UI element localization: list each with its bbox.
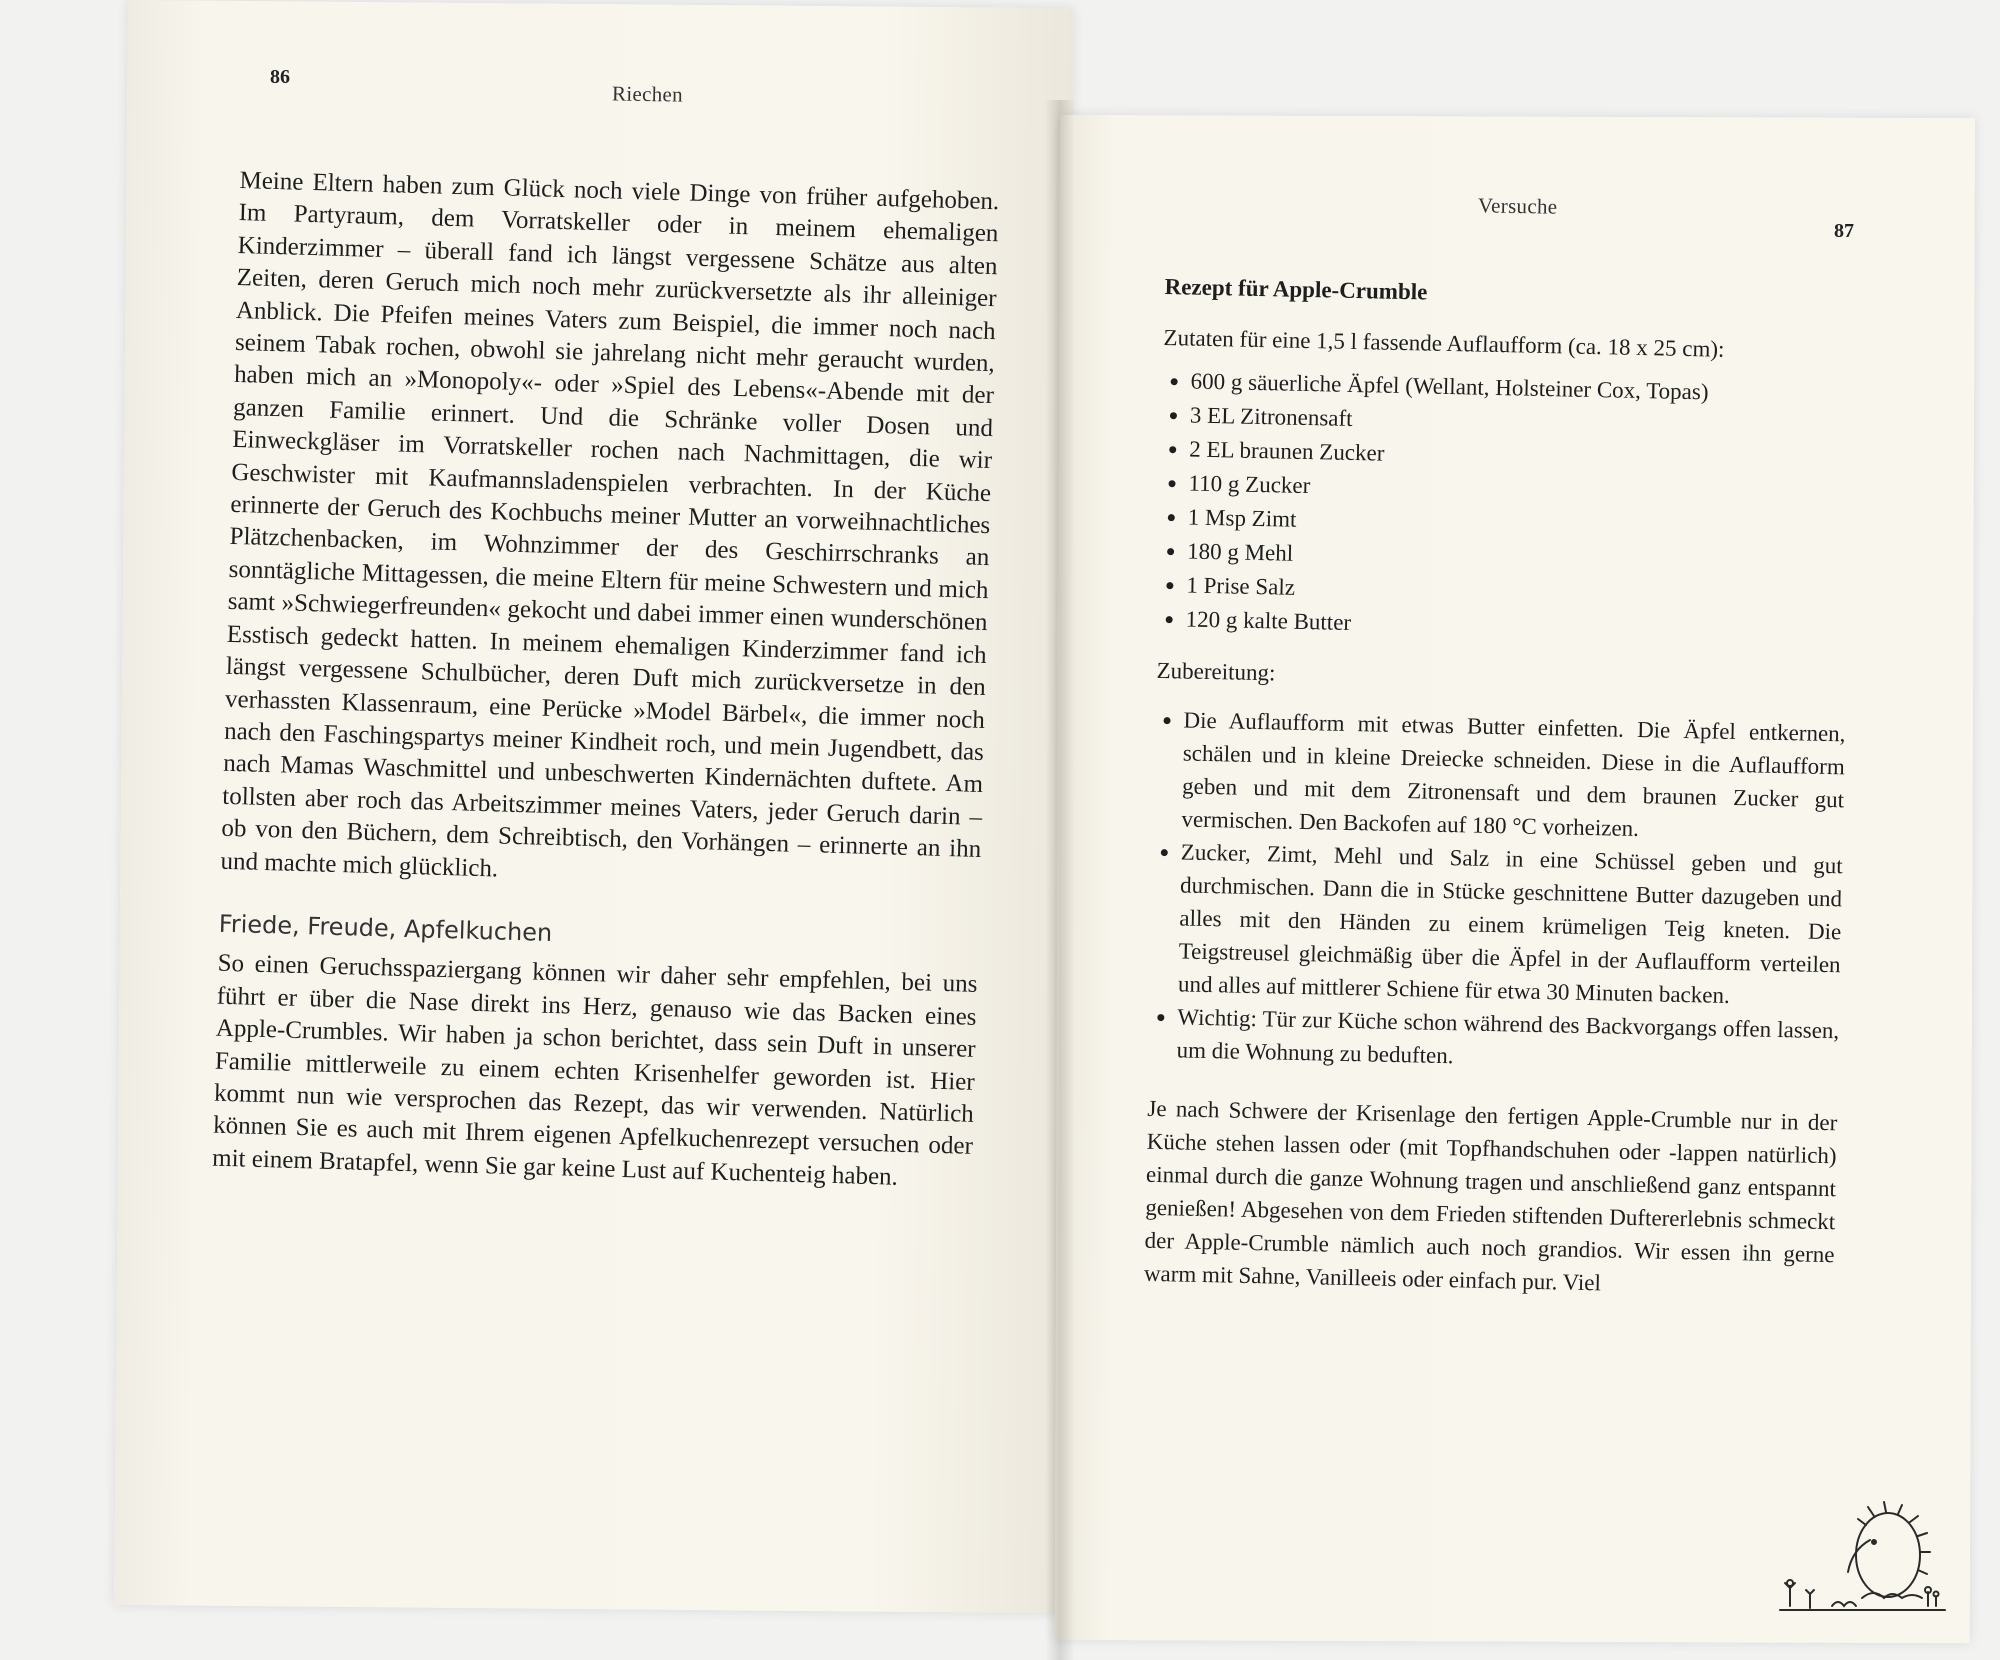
ingredient-item: • 120 g kalte Butter [1185,603,1848,651]
ingredients-intro: Zutaten für eine 1,5 l fassende Auflaufform (ca. 18 x 25 cm): [1163,324,1725,362]
ingredient-item: • 2 EL braunen Zucker [1189,433,1852,481]
preparation-step: • Die Auflaufform mit etwas Butter einfetten. Die Äpfel entkernen, schälen und in kleine Dreiecke schneiden. Diese in die Auflaufform geben und mit dem Zitronensaft und dem braunen Zucker gut vermischen. Den Backofen auf 180 °C vorheizen. [1181,703,1846,849]
ingredient-item: • 3 EL Zitronensaft [1190,399,1853,447]
preparation-step: • Wichtig: Tür zur Küche schon während des Backvorgangs offen lassen, um die Wohnung zu beduften. [1176,1000,1839,1080]
right-running-head: Versuche [1477,193,1558,219]
preparation-steps [1148,703,1845,1080]
ingredient-item: • 110 g Zucker [1188,467,1851,515]
body-paragraph-2: So einen Geruchsspaziergang können wir daher sehr empfehlen, bei uns führt er über die Nase direkt ins Herz, genauso wie das Backen eines Apple-Crumbles. Wir haben ja schon berichtet, dass sein Duft in unserer Familie mittlerweile zu einem echten Krisenhelfer geworden ist. Hier kommt nun wie versprochen das Rezept, das wir verwenden. Natürlich können Sie es auch mit Ihrem eigenen Apfelkuchenrezept versuchen oder mit einem Bratapfel, wenn Sie gar keine Lust auf Kuchenteig haben. [211,950,978,1191]
recipe-column [1144,270,1855,1304]
preparation-label: Zubereitung: [1156,657,1276,686]
book-gutter [1045,100,1075,1660]
preparation-step: • Zucker, Zimt, Mehl und Salz in eine Schüssel geben und gut durchmischen. Dann die in Stücke geschnittene Butter dazugeben und alles mit den Händen zu einem krümeligen Teig kneten. Die Teigstreusel gleichmäßig über die Äpfel in der Auflaufform verteilen und alles auf mittlerer Schiene für etwa 30 Minuten backen. [1178,835,1843,1014]
right-page-number: 87 [1834,220,1854,242]
ingredient-item: • 1 Prise Salz [1186,569,1849,617]
body-paragraph-1: Meine Eltern haben zum Glück noch viele Dinge von früher aufgehoben. Im Partyraum, dem Vorratskeller oder in meinem ehemaligen Kinderzimmer – überall fand ich längst vergessene Schätze aus alten Zeiten, deren Geruch mich noch mehr zurückversetzte als ihr alleiniger Anblick. Die Pfeifen meines Vaters zum Beispiel, die immer noch nach seinem Tabak rochen, obwohl sie jahrelang nicht mehr geraucht wurden, haben mich an »Monopoly«- oder »Spiel des Lebens«-Abende mit der ganzen Familie erinnert. Und die Schränke voller Dosen und Einweckgläser im Vorratskeller rochen nach Nachmittagen, die wir Geschwister mit Kaufmannsladenspielen verbrachten. In der Küche erinnerte der Geruch des Kochbuchs meiner Mutter an vorweihnachtliches Plätzchenbacken, im Wohnzimmer der des Geschirrschranks an sonntägliche Mittagessen, die meine Eltern für meine Schwestern und mich samt »Schwiegerfreunden« gekocht und dabei immer einen wunderschönen Esstisch gedeckt hatten. In meinem ehemaligen Kinderzimmer fand ich längst vergessene Schulbücher, deren Duft mich zurückversetze in den verhassten Klassenraum, eine Perücke »Model Bärbel«, die immer noch nach den Faschingspartys meiner Kindheit roch, und mein Jugendbett, das nach Mamas Waschmittel und unbeschwerten Kindernächten duftete. Am tollsten aber roch das Arbeitszimmer meines Vaters, jeder Geruch darin – ob von den Büchern, dem Schreibtisch, den Vorhängen – erinnerte an ihn und machte mich glücklich. [220,166,1000,883]
left-page-number: 86 [270,66,290,88]
ingredients-list [1157,364,1853,650]
recipe-title: Rezept für Apple-Crumble [1164,273,1428,305]
left-page-body [212,165,1000,1196]
section-heading: Friede, Freude, Apfelkuchen [218,909,553,947]
ingredient-item: • 600 g säuerliche Äpfel (Wellant, Holsteiner Cox, Topas) [1190,365,1853,413]
left-running-head: Riechen [611,81,684,107]
ingredient-item: • 1 Msp Zimt [1187,501,1850,549]
ingredient-item: • 180 g Mehl [1187,535,1850,583]
hedgehog-with-flowers-icon [1770,1480,1950,1620]
closing-paragraph: Je nach Schwere der Krisenlage den fertigen Apple-Crumble nur in der Küche stehen lassen oder (mit Topfhandschuhen oder -lappen natürlich) einmal durch die ganze Wohnung tragen und anschließend ganz entspannt genießen! Abgesehen von dem Frieden stiftenden Duftererlebnis schmeckt der Apple-Crumble nämlich auch noch grandios. Wir essen ihn gerne warm mit Sahne, Vanilleeis oder einfach pur. Viel [1143,1095,1838,1296]
